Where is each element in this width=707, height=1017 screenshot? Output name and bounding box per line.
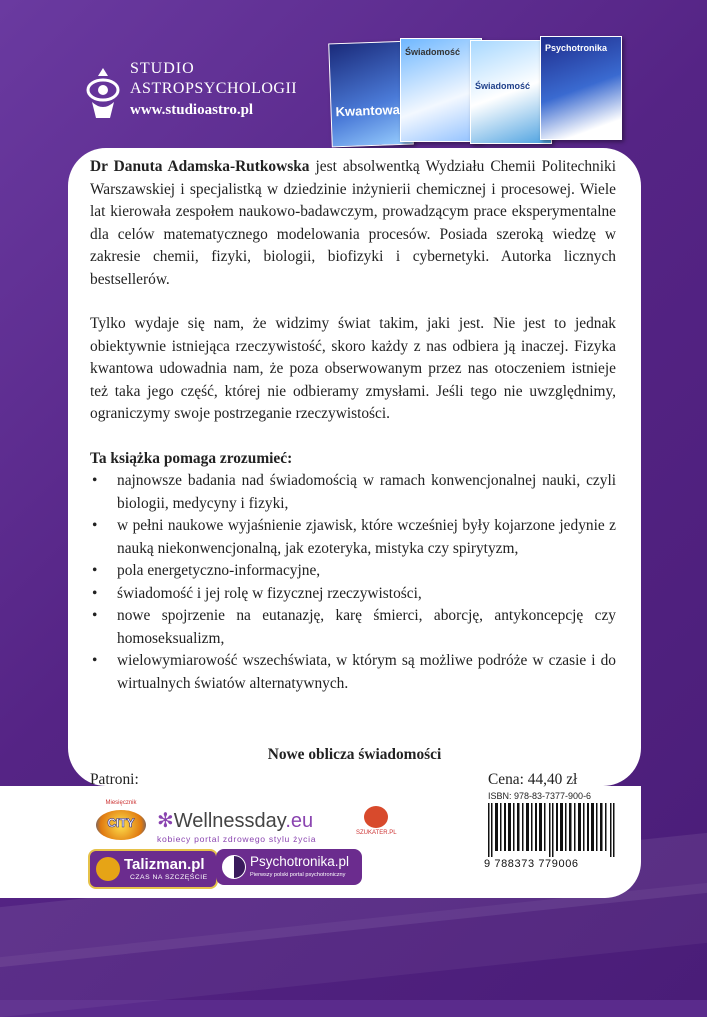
list-item: • świadomość i jej rolę w fizycznej rzeczywistości, [90,583,616,606]
list-title: Ta książka pomaga zrozumieć: [90,449,293,467]
patron-city-logo[interactable]: Miesięcznik CITY [90,800,152,844]
patron-talizman-logo[interactable]: Talizman.pl CZAS NA SZCZĘŚCIE [88,849,218,889]
description-text [90,156,616,695]
publisher-name-line2: ASTROPSYCHOLOGII [130,80,298,97]
patrons-label: Patroni: [90,771,139,788]
barcode-icon [486,803,618,857]
publisher-name-line1: STUDIO [130,60,195,77]
list-item: • najnowsze badania nad świadomością w ramach konwencjonalnej nauki, czyli biologii, medycyny i fizyki, [90,470,616,515]
book-covers [330,36,650,146]
talizman-icon [96,857,120,881]
book-cover: Świadomość [400,38,482,142]
list-item: • w pełni naukowe wyjaśnienie zjawisk, które wcześniej były kojarzone jedynie z nauką niekonwencjonalną, jak ezoteryka, mistyka czy spirytyzm, [90,515,616,560]
yin-yang-icon [222,855,246,879]
author-bio: Dr Danuta Adamska-Rutkowska jest absolwentką Wydziału Chemii Politechniki Warszawskiej i specjalistką w dziedzinie inżynierii chemicznej i procesowej. Wiele lat kierowała zespołem naukowo-badawczym, prowadzącym prace eksperymentalne dla celów matematycznego modelowania procesów. Posiada szeroką wiedzę w zakresie chemii, fizyki, biologii, biofizyki i cybernetyki. Autorka licznych bestsellerów. [90,158,616,288]
publisher-logo[interactable] [86,58,316,138]
publisher-url[interactable]: www.studioastro.pl [130,102,254,118]
book-cover: Psychotronika [540,36,622,140]
flower-icon: ✻ [157,810,174,832]
author-name: Dr Danuta Adamska-Rutkowska [90,158,310,175]
isbn: ISBN: 978-83-7377-900-6 [488,791,592,801]
eye-logo-icon [86,66,120,122]
price: Cena: 44,40 zł [488,771,578,788]
book-subtitle: Nowe oblicza świadomości [267,746,442,763]
benefits-list [90,470,616,695]
list-item: • wielowymiarowość wszechświata, w którym są możliwe podróże w czasie i do wirtualnych światów alternatywnych. [90,650,616,695]
book-cover: Kwantowa [328,41,414,148]
patron-szukater-logo[interactable]: SZUKATER.PL [356,806,396,836]
book-cover: Świadomość [470,40,552,144]
patron-psychotronika-logo[interactable]: Psychotronika.pl Pierwszy polski portal psychotroniczny [216,849,362,885]
lead-paragraph: Tylko wydaje się nam, że widzimy świat takim, jaki jest. Nie jest to jednak obiektywnie istniejąca rzeczywistość, skoro każdy z nas odbiera ją inaczej. Fizyka kwantowa udowadnia nam, że poza obserwowanym przez nas otoczeniem istnieje też taka jego część, której nie odbieramy zmysłami. Jeśli tego nie uwzględnimy, ograniczymy swoje postrzeganie rzeczywistości. [90,315,616,422]
list-item: • pola energetyczno-informacyjne, [90,560,616,583]
barcode-number: 9 788373 779006 [484,858,579,870]
patron-wellnessday-logo[interactable]: ✻Wellnessday.eu kobiecy portal zdrowego stylu życia [157,810,317,844]
bottom-panel-edge [0,786,90,898]
list-item: • nowe spojrzenie na eutanazję, karę śmierci, aborcję, antykoncepcję czy homoseksualizm, [90,605,616,650]
szukater-icon [364,806,388,828]
